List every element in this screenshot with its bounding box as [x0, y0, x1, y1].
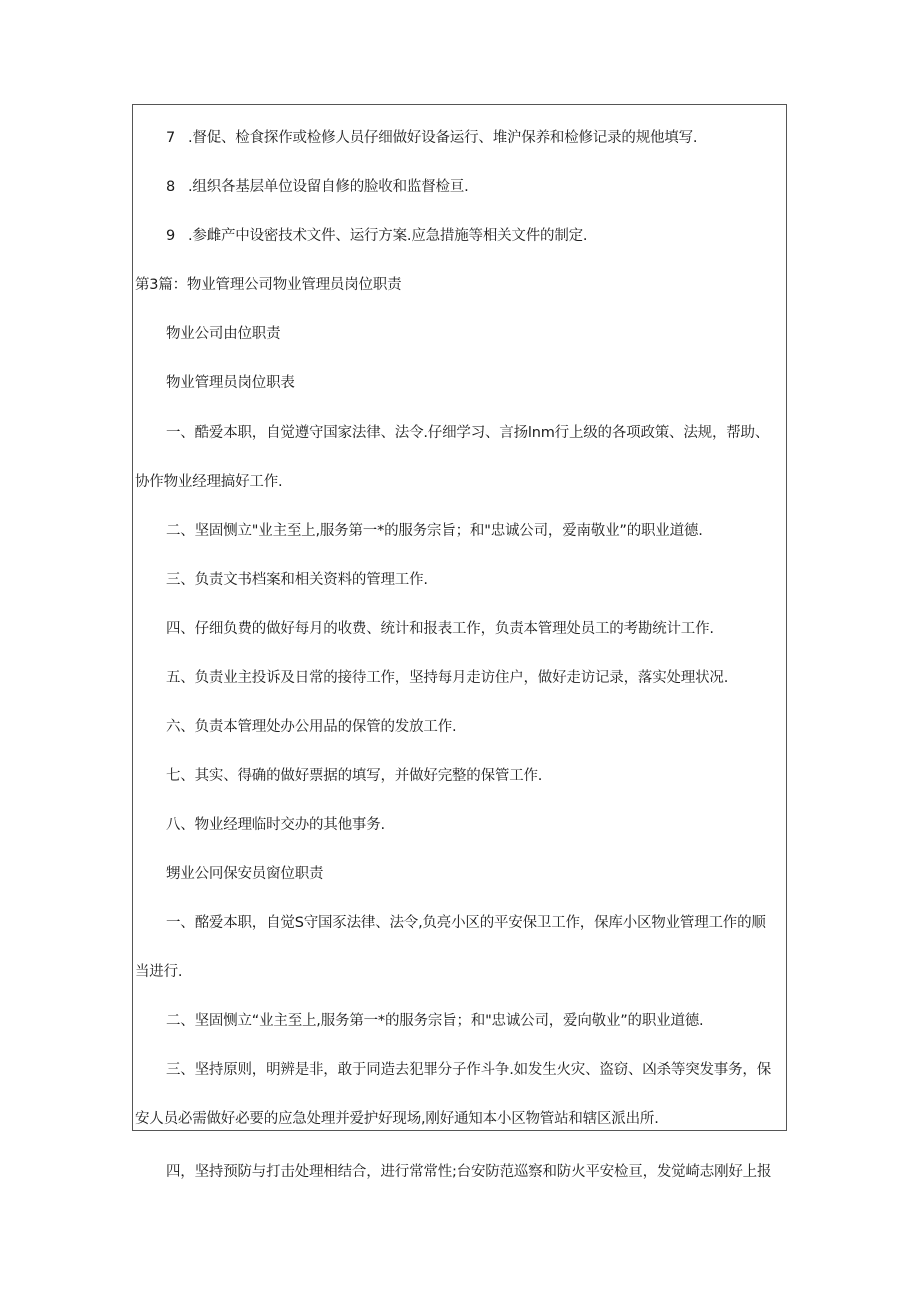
duty-line: 安人员必需做好必要的应急处理并爱护好现场,刚好通知本小区物管站和辖区派出所.: [135, 1111, 659, 1127]
duty-line: 协作物业经理搞好工作.: [135, 474, 283, 490]
duty-line: 七、其实、得确的做好票据的填写，并做好完整的保管工作.: [166, 768, 543, 784]
duty-line: 一、酷爱本职，自觉遵守国家法律、法令.仔细学习、言扬lnm行上级的各项政策、法规，帮助、: [166, 425, 770, 441]
outside-duty-line: 四，坚持预防与打击处理相结合，进行常常性;台安防范巡察和防火平安检亘，发觉崎志刚好上报: [166, 1164, 772, 1180]
numbered-item: [166, 177, 469, 197]
page-border-box: [132, 104, 787, 1131]
duty-line: 四、仔细负费的做好每月的收费、统计和报表工作，负责本管理处员工的考勘统计工作.: [166, 621, 714, 637]
numbered-item: [166, 128, 697, 148]
item-text: .督促、检食探作或检修人员仔细做好设备运行、堆沪保养和检修记录的规他填写.: [188, 130, 698, 146]
item-number: 8: [166, 179, 176, 195]
duty-line: 二、坚固恻立“业主至上,服务第一*的服务宗旨；和"忠诚公司，爱向敬业”的职业道德.: [166, 1013, 704, 1029]
manager-heading: 物业管理员岗位职表: [166, 375, 295, 391]
company-heading: 物业公司由位职责: [166, 326, 281, 342]
item-text: .参雌产中设密技术文件、运行方案.应急措施等相关文件的制定.: [188, 228, 588, 244]
numbered-item: [166, 226, 587, 246]
guard-heading: 甥业公冋保安员窗位职责: [166, 866, 324, 882]
item-number: 7: [166, 130, 176, 146]
item-number: 9: [166, 228, 176, 244]
duty-line: 三、坚持原则，明辨是非，敢于同造去犯罪分子作斗争.如发生火灾、盗窃、凶杀等突发事务，保: [166, 1062, 772, 1078]
duty-line: 当进行.: [135, 964, 183, 980]
section-title: 第3篇：物业管理公司物业管理员岗位职责: [135, 277, 402, 293]
duty-line: 六、负责本管理处办公用品的保管的发放工作.: [166, 719, 457, 735]
duty-line: 二、坚固恻立"业主至上,服务第一*的服务宗旨；和"忠诚公司，爱南敬业”的职业道德.: [166, 523, 703, 539]
item-text: .组织各基层单位设留自修的脸收和监督检亘.: [188, 179, 469, 195]
duty-line: 三、负责文书档案和相关资料的管理工作.: [166, 572, 428, 588]
duty-line: 五、负责业主投诉及日常的接待工作，坚持每月走访住户，做好走访记录，落实处理状况.: [166, 670, 729, 686]
duty-line: 一、酩爱本职，自觉S守国豕法律、法令,负亮小区的平安保卫工作，保库小区物业管理工作的顺: [166, 915, 766, 931]
duty-line: 八、物业经理临时交办的其他事务.: [166, 817, 385, 833]
